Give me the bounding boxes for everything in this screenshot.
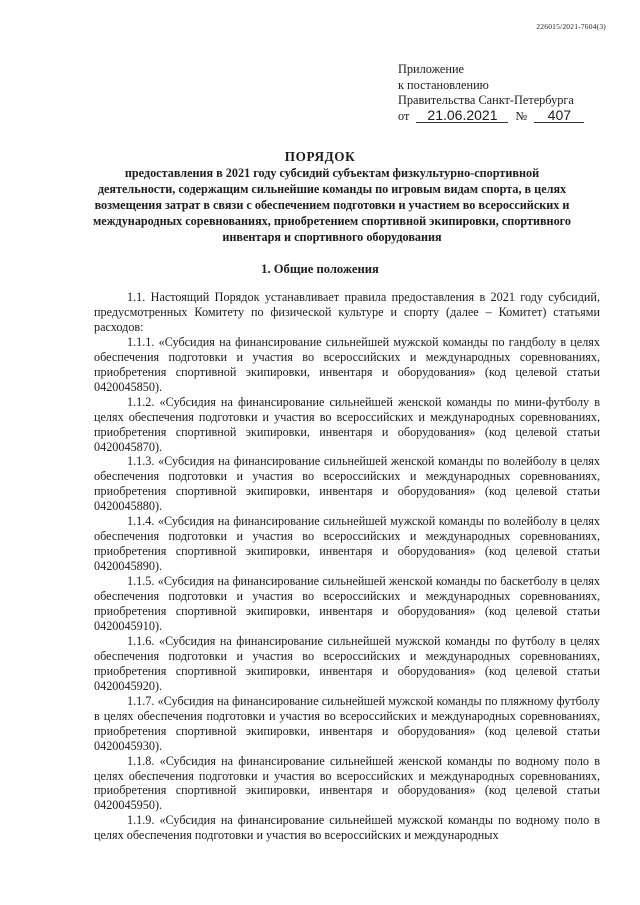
resolution-number: 407 [534,109,584,123]
document-body [94,290,600,843]
document-subtitle: предоставления в 2021 году субсидий субъектам физкультурно-спортивной деятельности, содержащим сильнейшие команды по игровым видам спорта, в целях возмещения затрат в связи с обеспечением подготовки и участием во всероссийских и международных соревнованиях, приобретением спортивной экипировки, спортивного инвентаря и спортивного оборудования [92,166,571,244]
paragraph-1-1-9: 1.1.9. «Субсидия на финансирование сильнейшей мужской команды по водному поло в целях обеспечения подготовки и участия во всероссийских и международных [94,813,600,843]
paragraph-1-1-8: 1.1.8. «Субсидия на финансирование сильнейшей женской команды по водному поло в целях обеспечения подготовки и участия во всероссийских и международных соревнованиях, приобретения спортивной экипировки, инвентаря и оборудования» (код целевой статьи 0420045950). [94,753,600,813]
from-label: от [398,108,410,123]
paragraph-1-1-1: 1.1.1. «Субсидия на финансирование сильнейшей мужской команды по гандболу в целях обеспечения подготовки и участия во всероссийских и международных соревнованиях, приобретения спортивной экипировки, инвентаря и оборудования» (код целевой статьи 0420045850). [94,334,600,394]
paragraph-1-1-3: 1.1.3. «Субсидия на финансирование сильнейшей женской команды по волейболу в целях обеспечения подготовки и участия во всероссийских и международных соревнованиях, приобретения спортивной экипировки, инвентаря и оборудования» (код целевой статьи 0420045880). [94,454,600,514]
appendix-line-2: к постановлению [398,77,489,92]
appendix-line-3: Правительства Санкт-Петербурга [398,93,574,108]
paragraph-1-1-5: 1.1.5. «Субсидия на финансирование сильнейшей женской команды по баскетболу в целях обеспечения подготовки и участия во всероссийских и международных соревнованиях, приобретения спортивной экипировки, инвентаря и оборудования» (код целевой статьи 0420045910). [94,574,600,633]
appendix-date-line [398,106,584,125]
paragraph-1-1: 1.1. Настоящий Порядок устанавливает правила предоставления в 2021 году субсидий, предусмотренных Комитету по физической культуре и спорту (далее – Комитет) статьями расходов: [94,290,600,334]
number-label: № [515,108,528,123]
document-registration-number: 226015/2021-7604(3) [536,22,606,31]
section-heading: 1. Общие положения [261,262,379,276]
paragraph-1-1-2: 1.1.2. «Субсидия на финансирование сильнейшей женской команды по мини-футболу в целях обеспечения подготовки и участия во всероссийских и международных соревнованиях, приобретения спортивной экипировки, инвентаря и оборудования» (код целевой статьи 0420045870). [94,394,600,454]
appendix-line-1: Приложение [398,62,464,76]
document-title: ПОРЯДОК [284,149,356,164]
paragraph-1-1-6: 1.1.6. «Субсидия на финансирование сильнейшей мужской команды по футболу в целях обеспечения подготовки и участия во всероссийских и международных соревнованиях, приобретения спортивной экипировки, инвентаря и оборудования» (код целевой статьи 0420045920). [94,633,600,693]
appendix-block [398,62,584,124]
resolution-date: 21.06.2021 [416,109,508,123]
paragraph-1-1-7: 1.1.7. «Субсидия на финансирование сильнейшей мужской команды по пляжному футболу в целях обеспечения подготовки и участия во всероссийских и международных соревнованиях, приобретения спортивной экипировки, инвентаря и оборудования» (код целевой статьи 0420045930). [94,693,600,753]
paragraph-1-1-4: 1.1.4. «Субсидия на финансирование сильнейшей мужской команды по волейболу в целях обеспечения подготовки и участия во всероссийских и международных соревнованиях, приобретения спортивной экипировки, инвентаря и оборудования» (код целевой статьи 0420045890). [94,514,600,574]
